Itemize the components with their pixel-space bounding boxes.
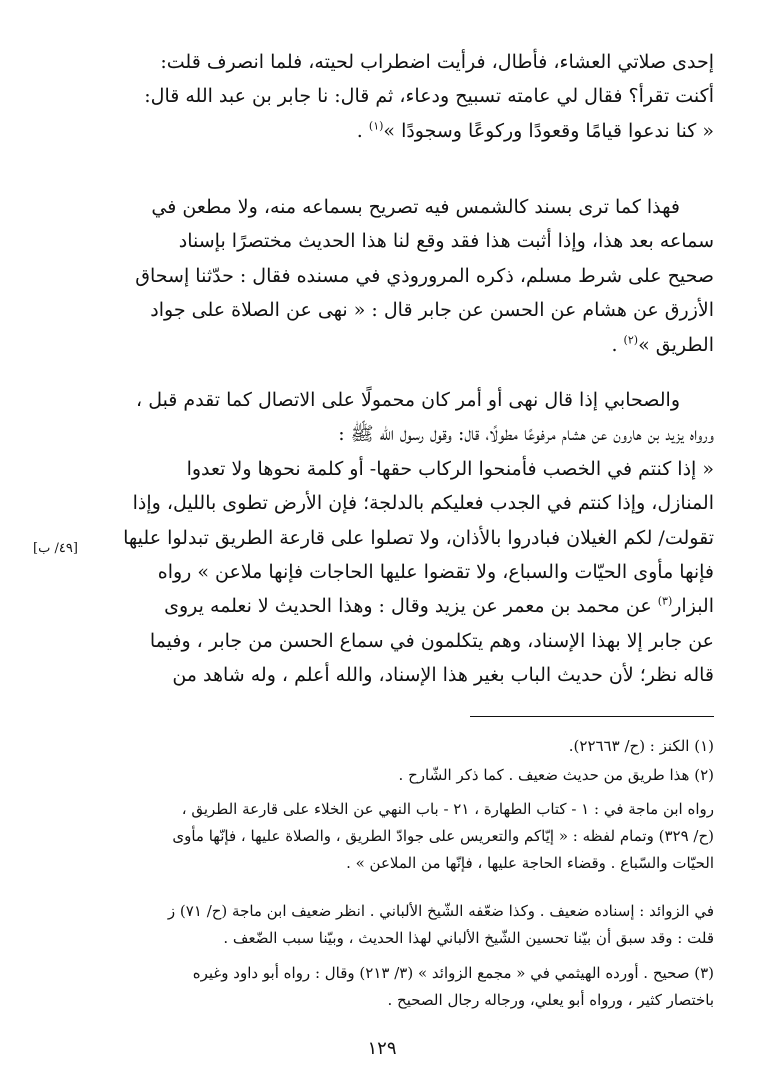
- text-line: المنازل، وإذا كنتم في الجدب فعليكم بالدلجة؛ فإن الأرض تطوى بالليل، وإذا: [132, 492, 714, 515]
- footnote-line: (٣) صحيح . أورده الهيثمي في « مجمع الزوائد » (٣/ ٢١٣) وقال : رواه أبو داود وغيره: [192, 964, 714, 982]
- footnote-line: (١) الكنز : (ح/ ٢٢٦٦٣).: [568, 737, 714, 755]
- footnote-1: [84, 733, 714, 760]
- manuscript-folio-note: [٤٩/ ب]: [33, 541, 78, 556]
- footnote-2: [84, 762, 714, 789]
- text-line: سماعه بعد هذا، وإذا أثبت هذا فقد وقع لنا هذا الحديث مختصرًا بإسناد: [178, 230, 714, 253]
- text-line: والصحابي إذا قال نهى أو أمر كان محمولًا على الاتصال كما تقدم قبل ،: [136, 389, 680, 411]
- footnote-3: [84, 960, 714, 1014]
- text-line: [84, 114, 714, 148]
- text-line: تقولت/ لكم الغيلان فبادروا بالأذان، ولا تصلوا على قارعة الطريق تبدلوا عليها: [123, 526, 714, 549]
- footnote-line: (ح/ ٣٢٩) وتمام لفظه : « إيّاكم والتعريس على جوادّ الطريق ، والصلاة عليها ، فإنّها مأوى: [172, 827, 714, 845]
- text-line: إحدى صلاتي العشاء، فأطال، فرأيت اضطراب لحيته، فلما انصرف قلت:: [160, 51, 714, 73]
- footnote-line: باختصار كثير ، ورواه أبو يعلي، ورجاله رجال الصحيح .: [387, 991, 714, 1009]
- footnote-line: في الزوائد : إسناده ضعيف . وكذا ضعّفه الشّيخ الألباني . انظر ضعيف ابن ماجة (ح/ ٧١) ز: [167, 902, 714, 920]
- footnote-ref-1: (١): [368, 119, 384, 133]
- page-number: ١٢٩: [367, 1038, 397, 1059]
- text-line: « إذا كنتم في الخصب فأمنحوا الركاب حقها- أو كلمة نحوها ولا تعدوا: [186, 457, 714, 480]
- hadith-quote: « كنا ندعوا قيامًا وقعودًا وركوعًا وسجودًا »: [383, 119, 714, 142]
- text-line: الأزرق عن هشام عن الحسن عن جابر قال : « نهى عن الصلاة على جواد: [150, 299, 714, 322]
- footnote-line: رواه ابن ماجة في : ١ - كتاب الطهارة ، ٢١ - باب النهي عن الخلاء على قارعة الطريق ،: [181, 800, 714, 818]
- period: .: [356, 119, 363, 142]
- text-line: فهذا كما ترى بسند كالشمس فيه تصريح بسماعه منه، ولا مطعن في: [151, 196, 680, 218]
- footnote-ref-2: (٢): [623, 333, 639, 347]
- text-line: فإنها مأوى الحيّات والسباع، ولا تقضوا عليها الحاجات فإنها ملاعن » رواه: [157, 561, 714, 584]
- text-line: ورواه يزيد بن هارون عن هشام مرفوعًا مطولًا، قال: وقول رسول الله ﷺ :: [338, 423, 714, 446]
- footnote-2-detail: [84, 796, 714, 877]
- period: .: [611, 333, 618, 356]
- paragraph-2: [84, 190, 714, 362]
- text-line: أكنت تقرأ؟ فقال لي عامته تسبيح ودعاء، ثم قال: نا جابر بن عبد الله قال:: [144, 85, 714, 108]
- text-line: [84, 589, 714, 623]
- footnote-ref-3: (٣): [657, 595, 673, 609]
- footnote-line: (٢) هذا طريق من حديث ضعيف . كما ذكر الشّارح .: [398, 766, 714, 784]
- footnote-line: قلت : وقد سبق أن بيّنا تحسين الشّيخ الألباني لهذا الحديث ، وبيّنا سبب الضّعف .: [223, 929, 714, 947]
- footnote-2-zawaid: [84, 898, 714, 952]
- footnote-separator: [470, 716, 714, 717]
- hadith-quote-end: الطريق »: [638, 333, 714, 356]
- paragraph-3: [84, 383, 714, 693]
- footnote-line: الحيّات والسّباع . وقضاء الحاجة عليها ، فإنّها من الملاعن » .: [346, 854, 714, 872]
- text-line: عن جابر إلا بهذا الإسناد، وهم يتكلمون في سماع الحسن من جابر ، وفيما: [149, 629, 714, 652]
- text-line: [84, 328, 714, 362]
- text-line: صحيح على شرط مسلم، ذكره المروروذي في مسنده فقال : حدّثنا إسحاق: [135, 264, 714, 287]
- text-line: قاله نظر؛ لأن حديث الباب بغير هذا الإسناد، والله أعلم ، وله شاهد من: [172, 664, 714, 687]
- text-segment: عن محمد بن معمر عن يزيد وقال : وهذا الحديث لا نعلمه يروى: [164, 595, 652, 618]
- paragraph-1: [84, 45, 714, 148]
- bazzar-word: البزار: [672, 595, 714, 618]
